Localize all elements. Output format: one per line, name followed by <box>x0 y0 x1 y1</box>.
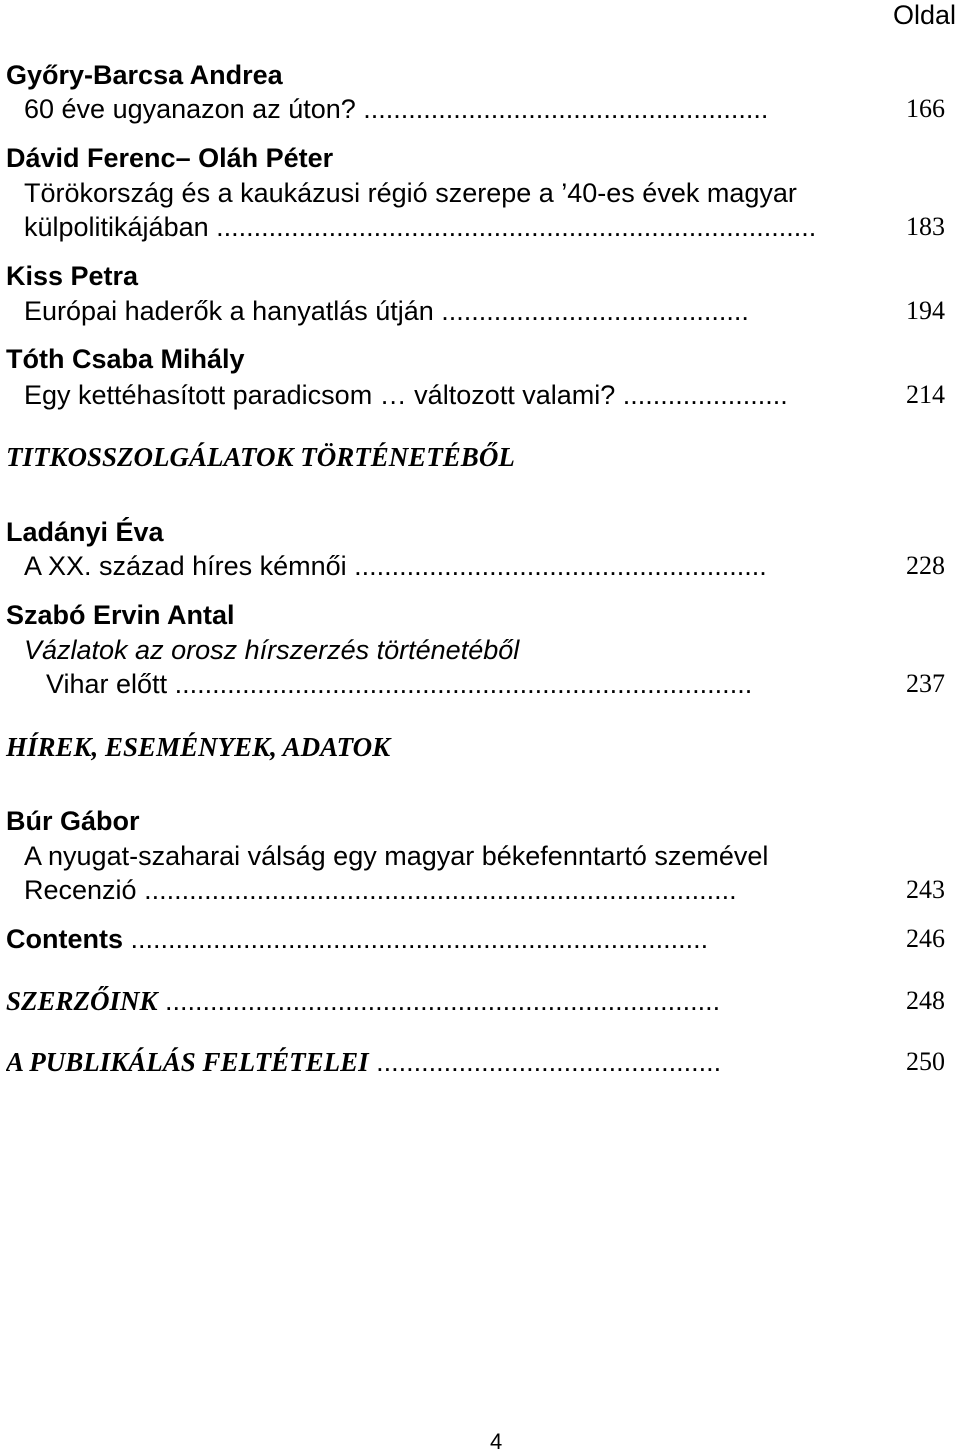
toc-page: 183 <box>906 212 945 241</box>
toc-author: Győry-Barcsa Andrea <box>6 60 283 90</box>
toc-author: Tóth Csaba Mihály <box>6 344 245 374</box>
toc-dots: ............................................................................. <box>123 924 709 954</box>
toc-szerzoink <box>6 984 840 1018</box>
toc-szerzoink-label: SZERZŐINK <box>6 986 158 1016</box>
toc-header-oldal: Oldal <box>893 0 957 30</box>
toc-title: Vihar előtt ............................................................................. <box>46 669 753 699</box>
toc-title: A nyugat-szaharai válság egy magyar békefenntartó szemével <box>24 841 769 871</box>
toc-title: 60 éve ugyanazon az úton? ...................................................... <box>24 94 769 124</box>
toc-contents <box>6 922 840 956</box>
toc-dots: .............................................. <box>368 1047 722 1077</box>
toc-title: Recenzió ............................................................................... <box>24 875 737 905</box>
toc-page: 250 <box>906 1047 945 1076</box>
toc-author: Ladányi Éva <box>6 517 164 547</box>
toc-page: 228 <box>906 551 945 580</box>
toc-page: 246 <box>906 924 945 953</box>
toc-subtitle: Vázlatok az orosz hírszerzés történetéből <box>24 635 520 665</box>
toc-dots: .......................................................................... <box>157 986 721 1016</box>
toc-section-heading: TITKOSSZOLGÁLATOK TÖRTÉNETÉBŐL <box>6 442 515 472</box>
toc-author: Búr Gábor <box>6 806 140 836</box>
toc-publikalas-label: A PUBLIKÁLÁS FELTÉTELEI <box>6 1047 369 1077</box>
toc-contents-label: Contents <box>6 924 123 954</box>
toc-page: 194 <box>906 296 945 325</box>
toc-author: Szabó Ervin Antal <box>6 600 235 630</box>
toc-page: 237 <box>906 669 945 698</box>
toc-title: külpolitikájában ................................................................................ <box>24 212 817 242</box>
toc-author: Dávid Ferenc– Oláh Péter <box>6 143 334 173</box>
toc-section-heading: HÍREK, ESEMÉNYEK, ADATOK <box>6 732 391 762</box>
toc-title: A XX. század híres kémnői ....................................................... <box>24 551 767 581</box>
toc-title: Egy kettéhasított paradicsom … változott valami? ...................... <box>24 380 788 410</box>
toc-title: Európai haderők a hanyatlás útján ......................................... <box>24 296 749 326</box>
toc-page: 214 <box>906 380 945 409</box>
toc-title: Törökország és a kaukázusi régió szerepe a ’40-es évek magyar <box>24 178 797 208</box>
toc-page: 248 <box>906 986 945 1015</box>
toc-page: 243 <box>906 875 945 904</box>
page-number: 4 <box>490 1429 503 1454</box>
toc-author: Kiss Petra <box>6 261 139 291</box>
toc-publikalas <box>6 1045 840 1079</box>
toc-page: 166 <box>906 94 945 123</box>
